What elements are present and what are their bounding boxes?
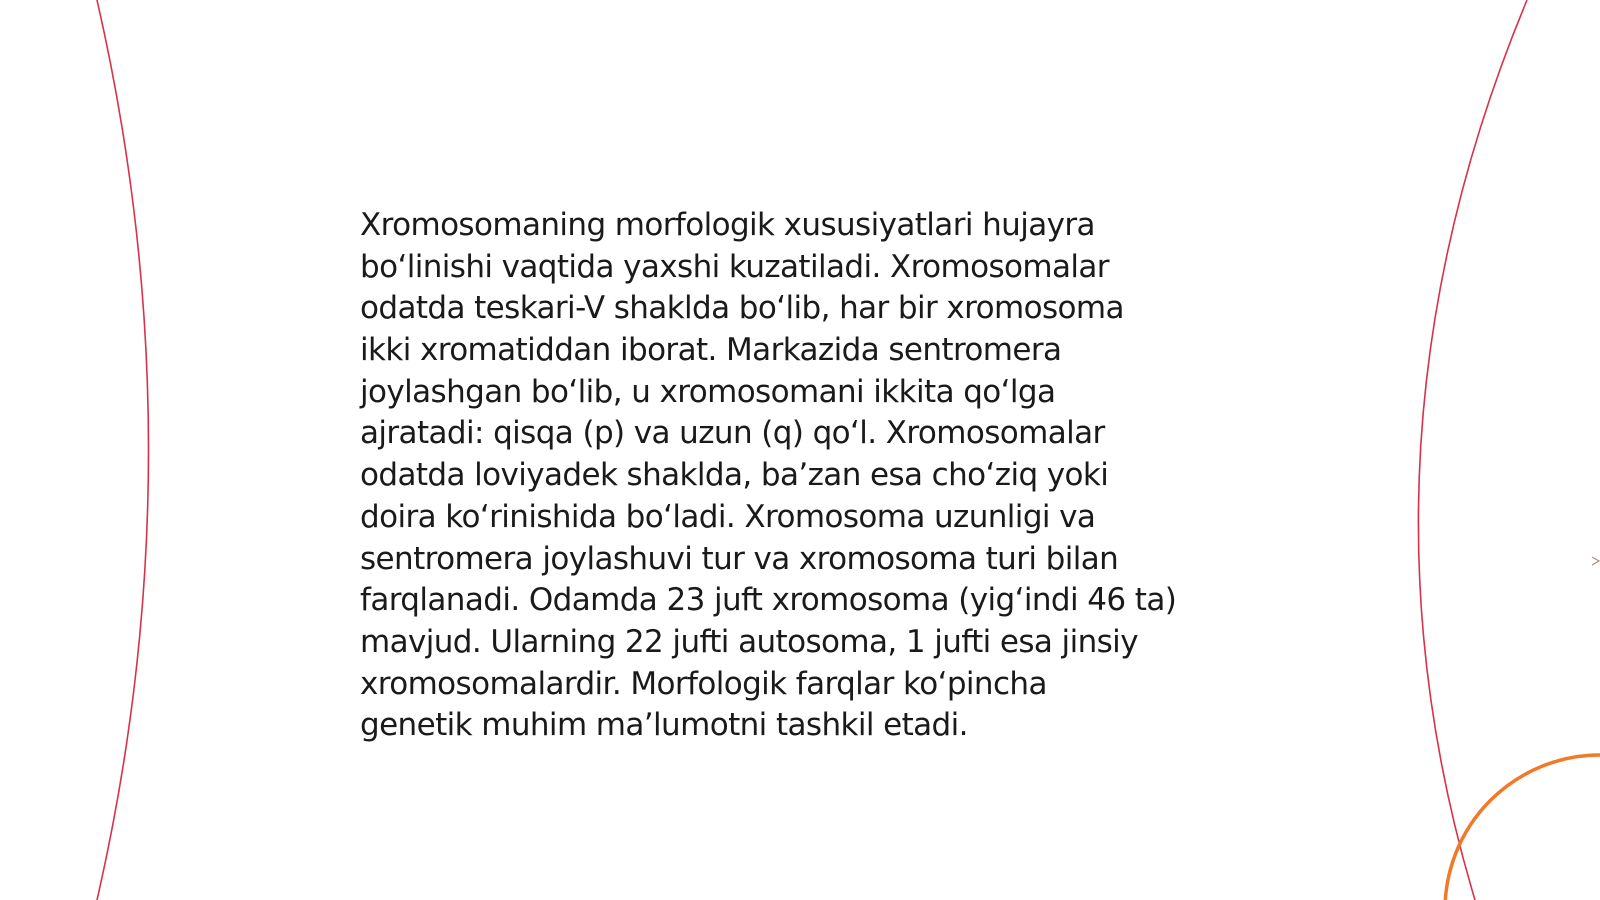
paragraph-line: farqlanadi. Odamda 23 juft xromosoma (yig‘indi 46 ta): [360, 582, 1177, 619]
small-arrow-mark: [1592, 557, 1599, 565]
paragraph-line: Xromosomaning morfologik xususiyatlari hujayra: [360, 207, 1095, 243]
body-paragraph: [360, 205, 1260, 747]
paragraph-line: ikki xromatiddan iborat. Markazida sentromera: [360, 332, 1062, 369]
paragraph-line: odatda loviyadek shaklda, ba’zan esa cho‘ziq yoki: [360, 457, 1109, 494]
paragraph-line: ajratadi: qisqa (p) va uzun (q) qo‘l. Xromosomalar: [360, 415, 1105, 452]
left-curve-line: [97, 0, 149, 900]
paragraph-line: doira ko‘rinishida bo‘ladi. Xromosoma uzunligi va: [360, 498, 1096, 535]
right-curve-line: [1418, 0, 1527, 900]
orange-circle-outline: [1445, 755, 1600, 900]
paragraph-line: bo‘linishi vaqtida yaxshi kuzatiladi. Xromosomalar: [360, 248, 1109, 285]
paragraph-line: sentromera joylashuvi tur va xromosoma turi bilan: [360, 540, 1119, 577]
paragraph-line: odatda teskari-V shaklda bo‘lib, har bir xromosoma: [360, 290, 1124, 327]
paragraph-line: joylashgan bo‘lib, u xromosomani ikkita qo‘lga: [360, 373, 1056, 410]
paragraph-line: genetik muhim ma’lumotni tashkil etadi.: [360, 707, 968, 744]
paragraph-line: xromosomalardir. Morfologik farqlar ko‘pincha: [360, 665, 1047, 702]
paragraph-line: mavjud. Ularning 22 jufti autosoma, 1 jufti esa jinsiy: [360, 623, 1138, 660]
